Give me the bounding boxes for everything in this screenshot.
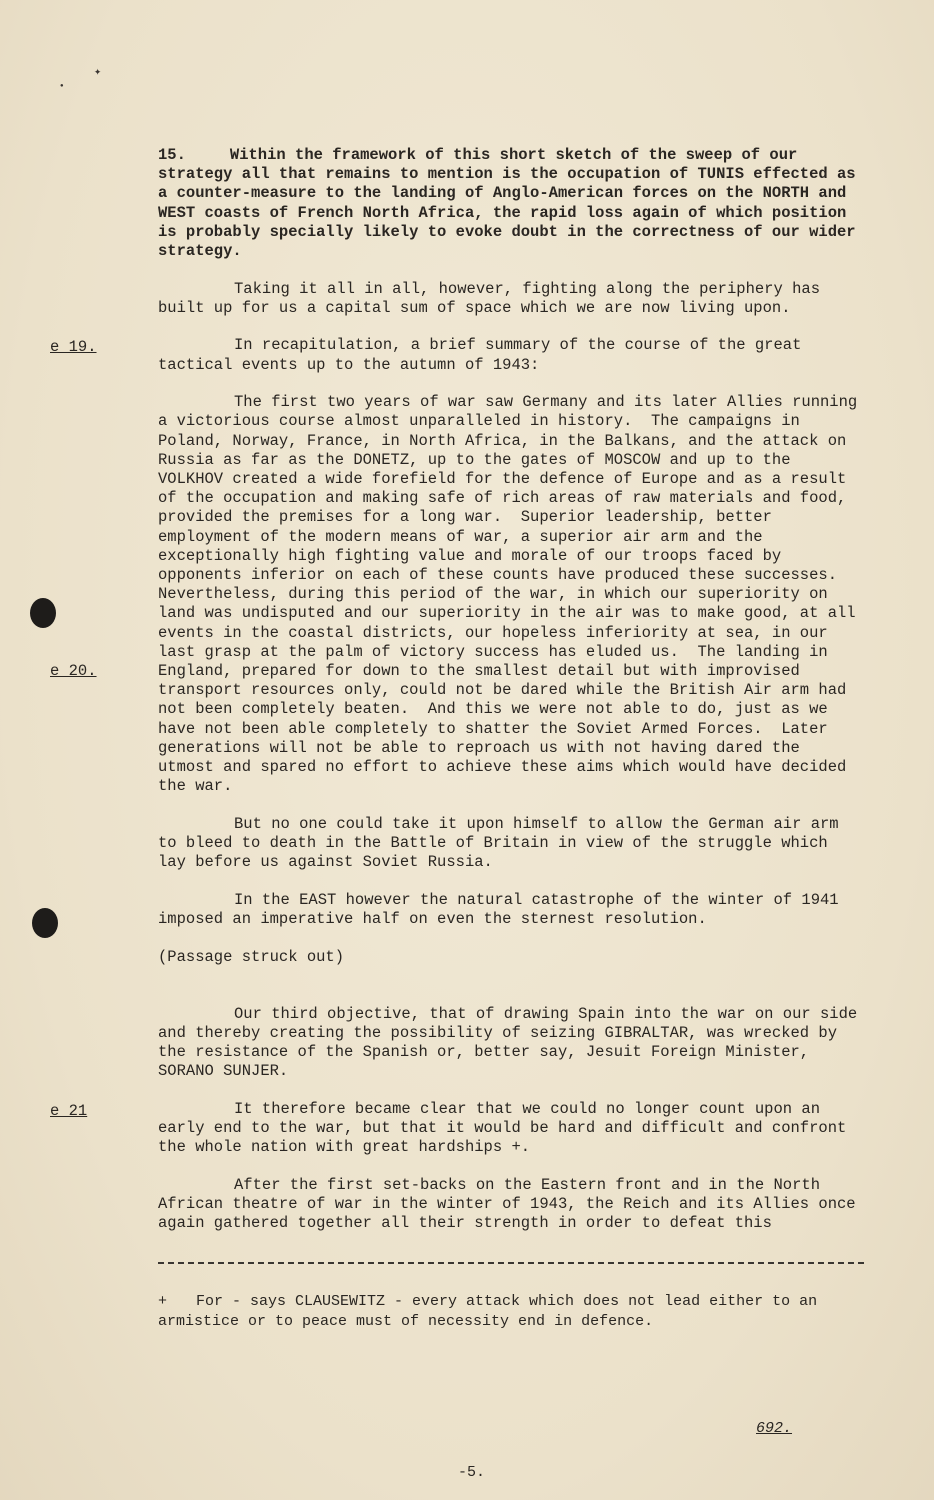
margin-reference-20: e 20.: [50, 662, 97, 680]
page-number: -5.: [458, 1464, 486, 1481]
struck-out-note: [158, 948, 863, 967]
paragraph: [158, 1176, 863, 1234]
paragraph: [158, 393, 867, 796]
punch-hole-top: [30, 598, 56, 628]
punch-hole-bottom: [32, 908, 58, 938]
paragraph-text: It therefore became clear that we could no longer count upon an early end to the war, but that it would be hard and difficult and confront the whole nation with great hardships +.: [158, 1100, 856, 1157]
paragraph: [158, 1100, 863, 1158]
paragraph-text: The first two years of war saw Germany and its later Allies running a victorious course almost unparalleled in history. The campaigns in Poland, Norway, France, in North Africa, in the Balkans, and the attack on Russia as far as the DONETZ, up to the gates of MOSCOW and up to the VOLKHOV created a wide forefield for the defence of Europe and as a result of the occupation and making safe of rich areas of raw materials and food, provided the premises for a long war. Superior leadership, better employment of the modern means of war, a superior air arm and the exceptionally high fighting value and morale of our troops faced by opponents inferior on each of these counts have produced these successes. Nevertheless, during this period of the war, in which our superiority on land was undisputed and our superiority in the air was to make good, at all events in the coastal districts, our hopeless inferiority at sea, in our last grasp at the palm of victory success has eluded us. The landing in England, prepared for down to the smallest detail but with improvised transport resources only, could not be dared while the British Air arm had not been completely beaten. And this we were not able to do, just as we have not been able completely to shatter the Soviet Armed Forces. Later generations will not be able to reproach us with not having dared the utmost and spared no effort to achieve these aims which would have decided the war.: [158, 393, 867, 796]
paragraph: [158, 815, 863, 873]
paragraph: [158, 336, 863, 374]
footnote-text: For - says CLAUSEWITZ - every attack which does not lead either to an armistice or to peace must of necessity end in defence.: [158, 1293, 827, 1330]
footnote-divider: [158, 1262, 864, 1264]
margin-reference-19: e 19.: [50, 338, 97, 356]
margin-reference-21: e 21: [50, 1102, 88, 1120]
paragraph-text: Our third objective, that of drawing Spain into the war on our side and thereby creating the possibility of seizing GIBRALTAR, was wrecked by the resistance of the Spanish or, better say, Jesuit Foreign Minister, SORANO SUNJER.: [158, 1004, 867, 1081]
ink-speck: ✦: [94, 65, 102, 79]
footnote: [158, 1292, 864, 1332]
paragraph-text: After the first set-backs on the Eastern front and in the North African theatre of war in the winter of 1943, the Reich and its Allies once again gathered together all their strength in order to defeat this: [158, 1176, 865, 1233]
paragraph-text: In the EAST however the natural catastrophe of the winter of 1941 imposed an imperative half on even the sternest resolution.: [158, 890, 848, 929]
paragraph-number: 15.: [158, 146, 186, 164]
ink-speck: ●: [60, 82, 64, 89]
document-number: 692.: [756, 1420, 793, 1437]
footnote-mark: +: [158, 1293, 168, 1310]
paragraph-text: In recapitulation, a brief summary of the course of the great tactical events up to the autumn of 1943:: [158, 336, 811, 374]
paragraph-15: [158, 146, 863, 261]
body-text: [158, 146, 867, 1252]
paragraph-text: Within the framework of this short sketch of the sweep of our strategy all that remains to mention is the occupation of TUNIS effected as a counter-measure to the landing of Anglo-American forces on the NORTH and WEST coasts of French North Africa, the rapid loss again of which position is probably specially likely to evoke doubt in the correctness of our wider strategy.: [158, 146, 865, 261]
paragraph: [158, 1004, 867, 1082]
paragraph-text: Taking it all in all, however, fighting along the periphery has built up for us a capital sum of space which we are now living upon.: [158, 279, 830, 317]
paragraph-text: (Passage struck out): [158, 947, 345, 966]
paragraph-text: But no one could take it upon himself to allow the German air arm to bleed to death in the Battle of Britain in view of the struggle which lay before us against Soviet Russia.: [158, 814, 848, 872]
paragraph: [158, 891, 863, 929]
paragraph: [158, 280, 863, 318]
